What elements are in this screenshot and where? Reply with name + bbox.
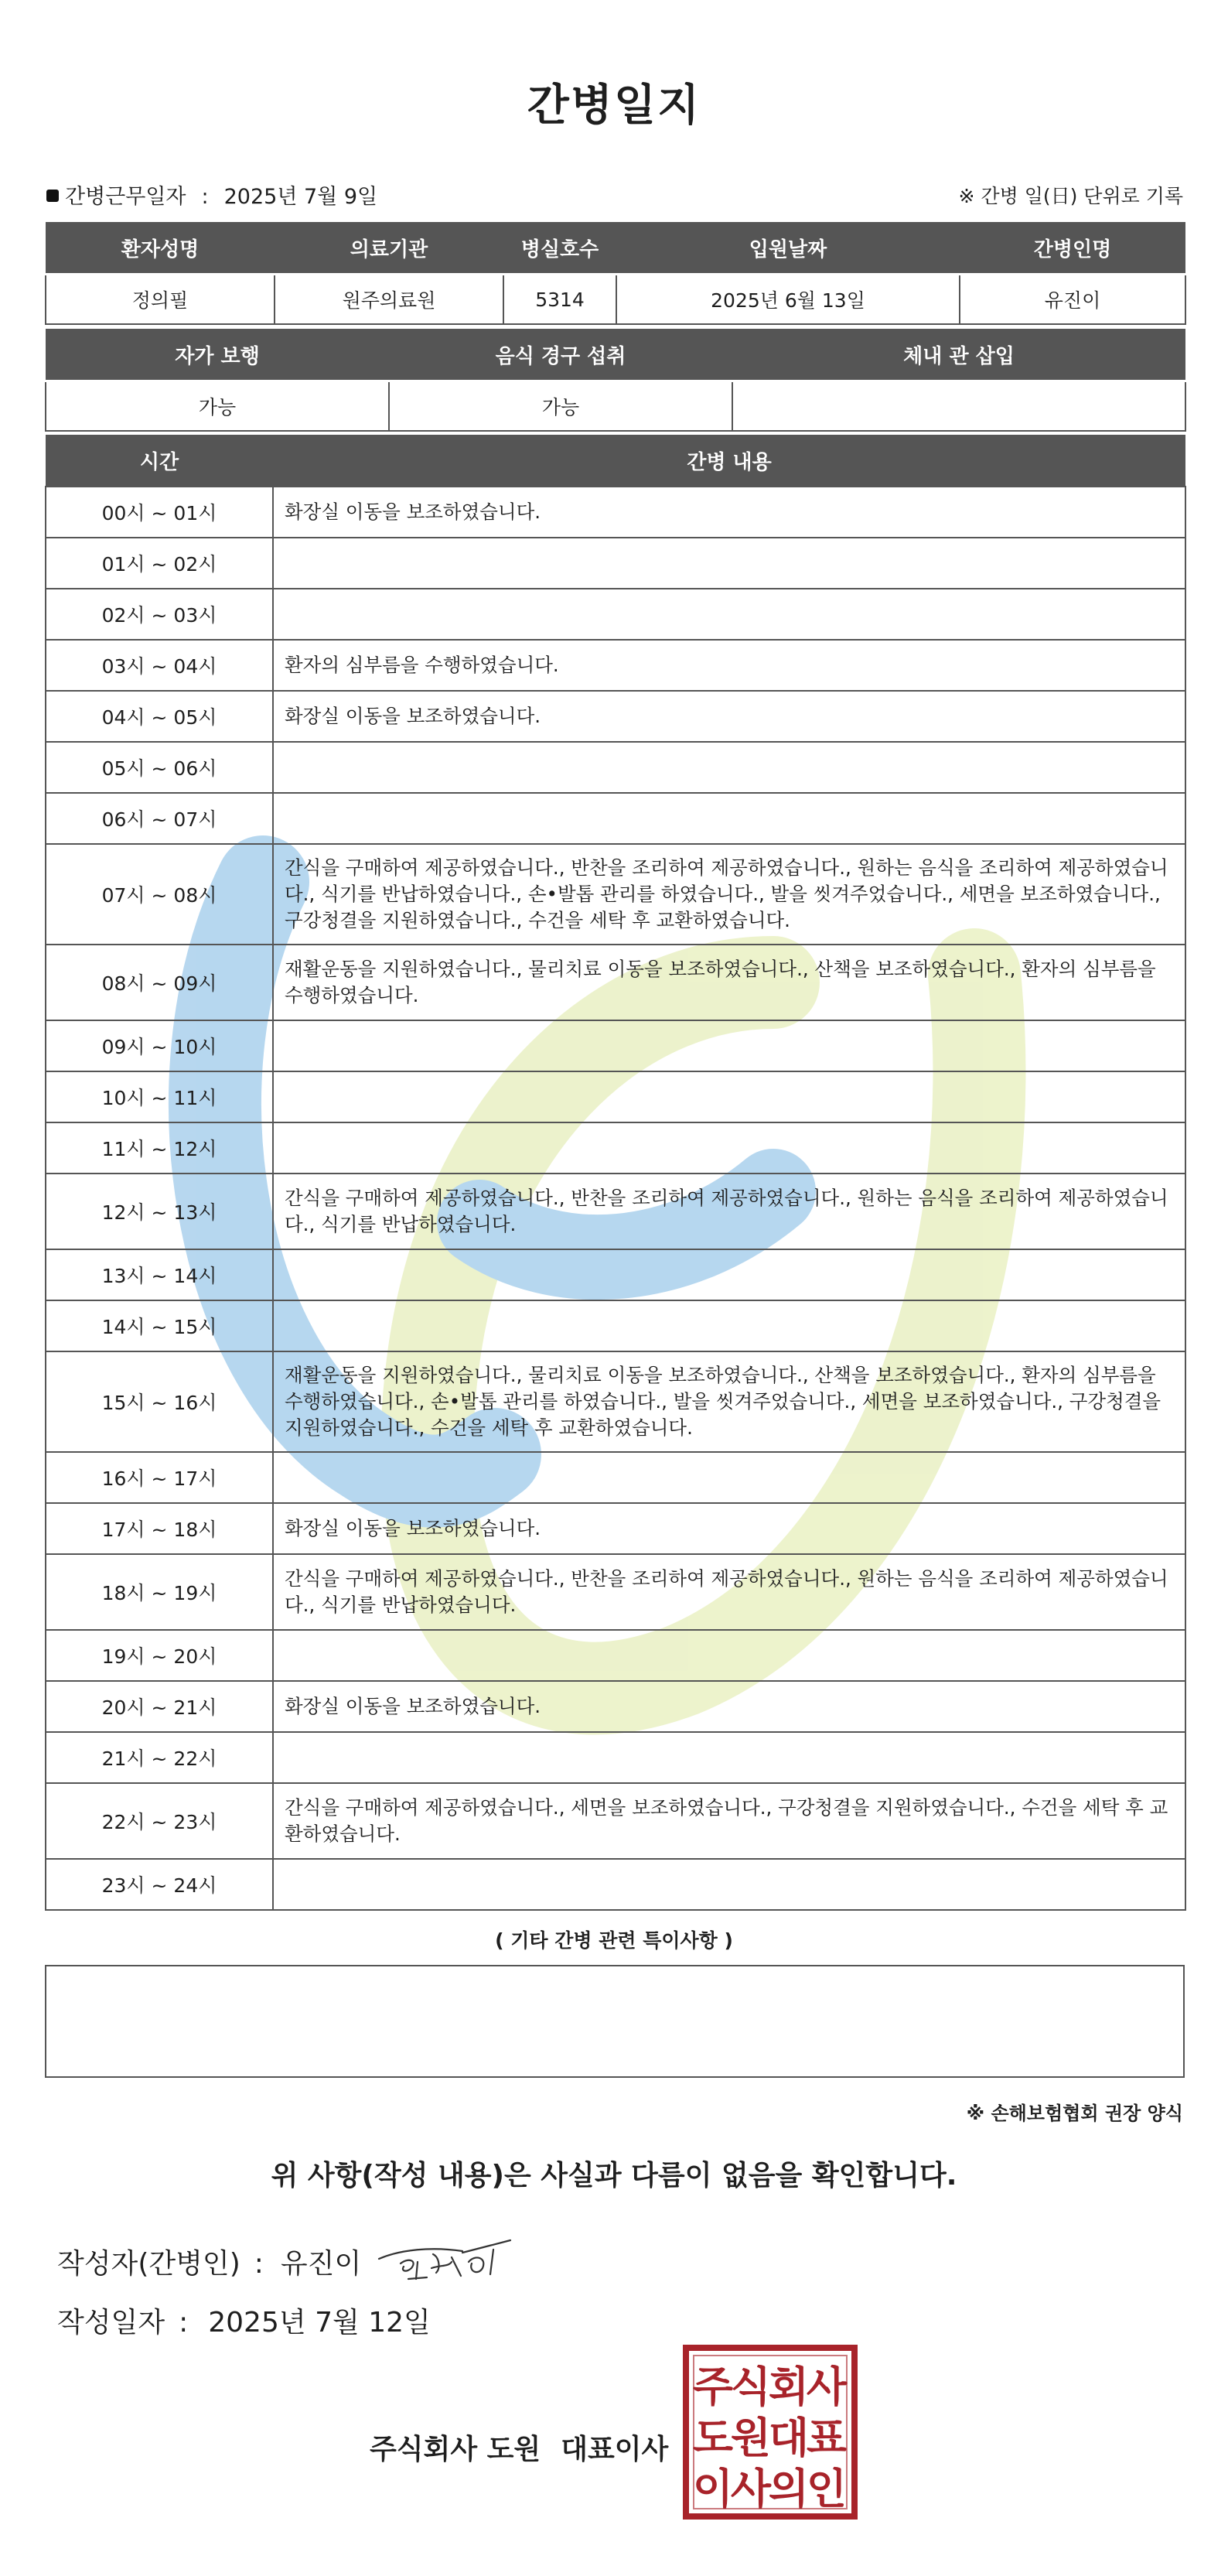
log-time-cell: 03시 ~ 04시 <box>46 640 273 691</box>
seal-glyph: 회 <box>768 2362 810 2411</box>
log-time-cell: 01시 ~ 02시 <box>46 538 273 589</box>
log-time-cell: 13시 ~ 14시 <box>46 1249 273 1300</box>
log-content-cell <box>273 1071 1185 1122</box>
ability-value-row <box>46 381 1185 432</box>
log-time-cell: 21시 ~ 22시 <box>46 1732 273 1783</box>
work-date-colon: : <box>201 185 209 209</box>
log-row <box>46 1503 1185 1554</box>
log-content-cell: 재활운동을 지원하였습니다., 물리치료 이동을 보조하였습니다., 산책을 보조하였습니다., 환자의 심부름을 수행하였습니다., 손•발톱 관리를 하였습니다., 발을 씻겨주었습니다., 세면을 보조하였습니다., 구강청결을 지원하였습니다., 수건을 세탁 후 교환하였습니다. <box>273 1351 1185 1452</box>
patient-name: 정의필 <box>46 275 275 325</box>
log-content-cell: 간식을 구매하여 제공하였습니다., 반찬을 조리하여 제공하였습니다., 원하는 음식을 조리하여 제공하였습니다., 식기를 반납하였습니다. <box>273 1554 1185 1630</box>
writer-name: 유진이 <box>280 2248 362 2280</box>
seal-glyph: 식 <box>730 2362 772 2411</box>
log-time-cell: 22시 ~ 23시 <box>46 1783 273 1859</box>
ability-table <box>45 326 1186 432</box>
log-time-cell: 08시 ~ 09시 <box>46 945 273 1020</box>
seal-glyph: 도 <box>692 2414 734 2462</box>
log-header-row <box>46 435 1185 487</box>
header-patient-name: 환자성명 <box>46 221 275 275</box>
header-oral-intake: 음식 경구 섭취 <box>389 328 732 381</box>
header-time: 시간 <box>46 435 273 487</box>
hospital-name: 원주의료원 <box>275 275 503 325</box>
writer-colon: : <box>254 2248 264 2280</box>
company-signature-line <box>370 2427 668 2467</box>
patient-info-table <box>45 220 1186 325</box>
admission-date: 2025년 6월 13일 <box>616 275 960 325</box>
log-row <box>46 1452 1185 1503</box>
log-content-cell: 재활운동을 지원하였습니다., 물리치료 이동을 보조하였습니다., 산책을 보조하였습니다., 환자의 심부름을 수행하였습니다. <box>273 945 1185 1020</box>
seal-glyph: 원 <box>730 2414 772 2462</box>
written-date-label: 작성일자 <box>57 2307 165 2339</box>
patient-header-row <box>46 221 1185 275</box>
patient-value-row <box>46 275 1185 325</box>
confirmation-statement: 위 사항(작성 내용)은 사실과 다름이 없음을 확인합니다. <box>271 2160 957 2192</box>
oral-intake-value: 가능 <box>389 381 732 432</box>
log-time-cell: 17시 ~ 18시 <box>46 1503 273 1554</box>
log-row <box>46 1249 1185 1300</box>
log-time-cell: 20시 ~ 21시 <box>46 1681 273 1732</box>
log-content-cell <box>273 1859 1185 1910</box>
header-caregiver: 간병인명 <box>960 221 1185 275</box>
seal-glyph: 의 <box>768 2465 810 2513</box>
work-date-value: 2025년 7월 9일 <box>223 185 378 209</box>
log-row <box>46 1071 1185 1122</box>
written-date-value: 2025년 7월 12일 <box>208 2307 431 2339</box>
header-hospital: 의료기관 <box>275 221 503 275</box>
log-content-cell <box>273 1732 1185 1783</box>
log-row <box>46 1859 1185 1910</box>
caregiver-name: 유진이 <box>960 275 1185 325</box>
header-walking: 자가 보행 <box>46 328 389 381</box>
log-time-cell: 23시 ~ 24시 <box>46 1859 273 1910</box>
seal-glyph: 인 <box>806 2465 848 2513</box>
log-row <box>46 589 1185 640</box>
page-title: 간병일지 <box>527 80 701 131</box>
seal-glyph: 주 <box>692 2362 734 2411</box>
log-content-cell: 간식을 구매하여 제공하였습니다., 세면을 보조하였습니다., 구강청결을 지원하였습니다., 수건을 세탁 후 교환하였습니다. <box>273 1783 1185 1859</box>
log-content-cell <box>273 538 1185 589</box>
care-log-table <box>45 435 1186 1911</box>
log-row <box>46 1783 1185 1859</box>
log-row <box>46 1122 1185 1174</box>
log-time-cell: 11시 ~ 12시 <box>46 1122 273 1174</box>
header-tube-insertion: 체내 관 삽입 <box>732 328 1185 381</box>
tube-insertion-value <box>732 381 1185 432</box>
ability-header-row <box>46 328 1185 381</box>
log-time-cell: 18시 ~ 19시 <box>46 1554 273 1630</box>
writer-label: 작성자(간병인) <box>57 2248 240 2280</box>
unit-note: ※ 간병 일(日) 단위로 기록 <box>958 185 1183 207</box>
log-time-cell: 14시 ~ 15시 <box>46 1300 273 1351</box>
log-time-cell: 16시 ~ 17시 <box>46 1452 273 1503</box>
log-time-cell: 15시 ~ 16시 <box>46 1351 273 1452</box>
log-content-cell <box>273 589 1185 640</box>
log-content-cell <box>273 1452 1185 1503</box>
written-date-colon: : <box>179 2307 189 2339</box>
log-content-cell <box>273 1020 1185 1071</box>
log-content-cell: 화장실 이동을 보조하였습니다. <box>273 487 1185 538</box>
log-time-cell: 04시 ~ 05시 <box>46 691 273 742</box>
log-row <box>46 945 1185 1020</box>
log-content-cell <box>273 742 1185 793</box>
log-time-cell: 02시 ~ 03시 <box>46 589 273 640</box>
log-time-cell: 12시 ~ 13시 <box>46 1174 273 1249</box>
seal-glyph: 대 <box>768 2414 810 2462</box>
company-seal-stamp <box>682 2344 858 2520</box>
company-title: 대표이사 <box>561 2434 669 2465</box>
log-row <box>46 1554 1185 1630</box>
log-content-cell: 화장실 이동을 보조하였습니다. <box>273 1681 1185 1732</box>
log-row <box>46 1681 1185 1732</box>
header-room: 병실호수 <box>503 221 616 275</box>
seal-glyph: 사 <box>730 2465 772 2513</box>
log-content-cell: 간식을 구매하여 제공하였습니다., 반찬을 조리하여 제공하였습니다., 원하는 음식을 조리하여 제공하였습니다., 식기를 반납하였습니다. <box>273 1174 1185 1249</box>
log-content-cell <box>273 1122 1185 1174</box>
special-notes-box <box>45 1965 1185 2078</box>
special-notes-title: ( 기타 간병 관련 특이사항 ) <box>495 1929 733 1952</box>
log-time-cell: 05시 ~ 06시 <box>46 742 273 793</box>
log-time-cell: 07시 ~ 08시 <box>46 844 273 945</box>
walking-value: 가능 <box>46 381 389 432</box>
log-content-cell: 환자의 심부름을 수행하였습니다. <box>273 640 1185 691</box>
log-row <box>46 1300 1185 1351</box>
log-row <box>46 742 1185 793</box>
writer-row <box>57 2242 361 2281</box>
log-row <box>46 538 1185 589</box>
log-content-cell: 간식을 구매하여 제공하였습니다., 반찬을 조리하여 제공하였습니다., 원하는 음식을 조리하여 제공하였습니다., 식기를 반납하였습니다., 손•발톱 관리를 하였습니다., 발을 씻겨주었습니다., 세면을 보조하였습니다., 구강청결을 지원하였습니다., 수건을 세탁 후 교환하였습니다. <box>273 844 1185 945</box>
log-row <box>46 1020 1185 1071</box>
log-time-cell: 10시 ~ 11시 <box>46 1071 273 1122</box>
log-time-cell: 06시 ~ 07시 <box>46 793 273 844</box>
log-row <box>46 1351 1185 1452</box>
log-content-cell <box>273 1630 1185 1681</box>
log-content-cell <box>273 1300 1185 1351</box>
recommendation-note: ※ 손해보험협회 권장 양식 <box>966 2103 1183 2124</box>
log-time-cell: 19시 ~ 20시 <box>46 1630 273 1681</box>
log-row <box>46 844 1185 945</box>
room-number: 5314 <box>503 275 616 325</box>
log-content-cell <box>273 793 1185 844</box>
log-content-cell <box>273 1249 1185 1300</box>
work-date-label: 간병근무일자 <box>65 185 186 209</box>
seal-glyph: 사 <box>806 2362 848 2411</box>
seal-glyph: 표 <box>806 2414 848 2462</box>
seal-glyph: 이 <box>692 2465 734 2513</box>
written-date-row <box>57 2301 431 2340</box>
log-row <box>46 793 1185 844</box>
signature-image <box>377 2234 517 2288</box>
bullet-square-icon <box>46 190 59 202</box>
log-row <box>46 691 1185 742</box>
log-content-cell: 화장실 이동을 보조하였습니다. <box>273 1503 1185 1554</box>
header-admission-date: 입원날짜 <box>616 221 960 275</box>
log-row <box>46 1630 1185 1681</box>
work-date-row <box>46 179 377 210</box>
log-row <box>46 1732 1185 1783</box>
log-row <box>46 487 1185 538</box>
header-care-content: 간병 내용 <box>273 435 1185 487</box>
log-time-cell: 00시 ~ 01시 <box>46 487 273 538</box>
company-name: 주식회사 도원 <box>370 2434 541 2465</box>
log-row <box>46 1174 1185 1249</box>
log-time-cell: 09시 ~ 10시 <box>46 1020 273 1071</box>
log-row <box>46 640 1185 691</box>
log-content-cell: 화장실 이동을 보조하였습니다. <box>273 691 1185 742</box>
